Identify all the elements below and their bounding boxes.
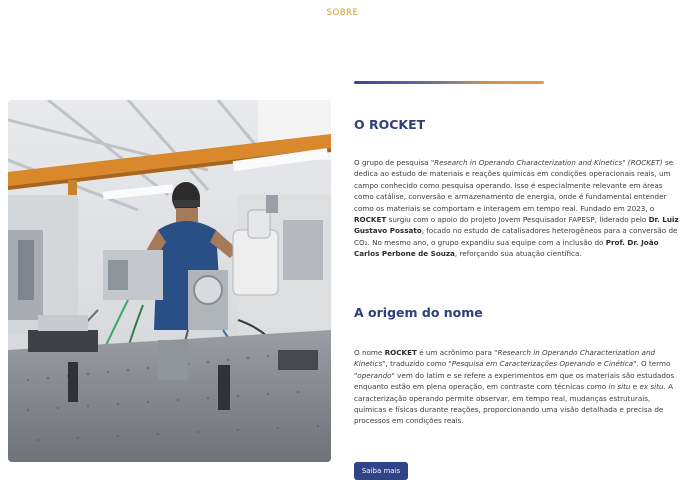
saiba-mais-button[interactable]: Saiba mais <box>354 462 408 480</box>
rocket-description: O grupo de pesquisa "Research in Operando Characterization and Kinetics" (ROCKET) se dedica ao estudo de materiais e reações químicas em condições operacionais reais, um campo conhecido como pesquisa operando. Isso é especialmente relevante em áreas como catálise, conversão e armazenamento de energia, onde é fundamental entender como os materiais se comportam e interagem em tempo real. Fundado em 2023, o ROCKET surgiu com o apoio do projeto Jovem Pesquisador FAPESP, liderado pelo Dr. Luiz Gustavo Possato, focado no estudo de catalisadores heterogêneos para a conversão de CO₂. No mesmo ano, o grupo expandiu sua equipe com a inclusão do Prof. Dr. João Carlos Perbone de Souza, reforçando sua atuação científica. <box>354 158 679 259</box>
accent-divider <box>354 81 544 84</box>
lab-photo <box>8 100 331 462</box>
nav-link-sobre[interactable]: SOBRE <box>326 8 359 18</box>
section-title-rocket: O ROCKET <box>354 117 426 132</box>
section-title-origem: A origem do nome <box>354 305 483 320</box>
name-origin-description: O nome ROCKET é um acrônimo para "Research in Operando Characterization and Kinetics", traduzido como "Pesquisa em Caracterizações Operando e Cinética". O termo "operando" vem do latim e se refere a experimentos em que os materiais são estudados enquanto estão em plena operação, em contraste com técnicas como in situ e ex situ. A caracterização operando permite observar, em tempo real, mudanças estruturais, químicas e físicas durante reações, proporcionando uma visão detalhada e precisa de processos em condições reais. <box>354 348 675 426</box>
